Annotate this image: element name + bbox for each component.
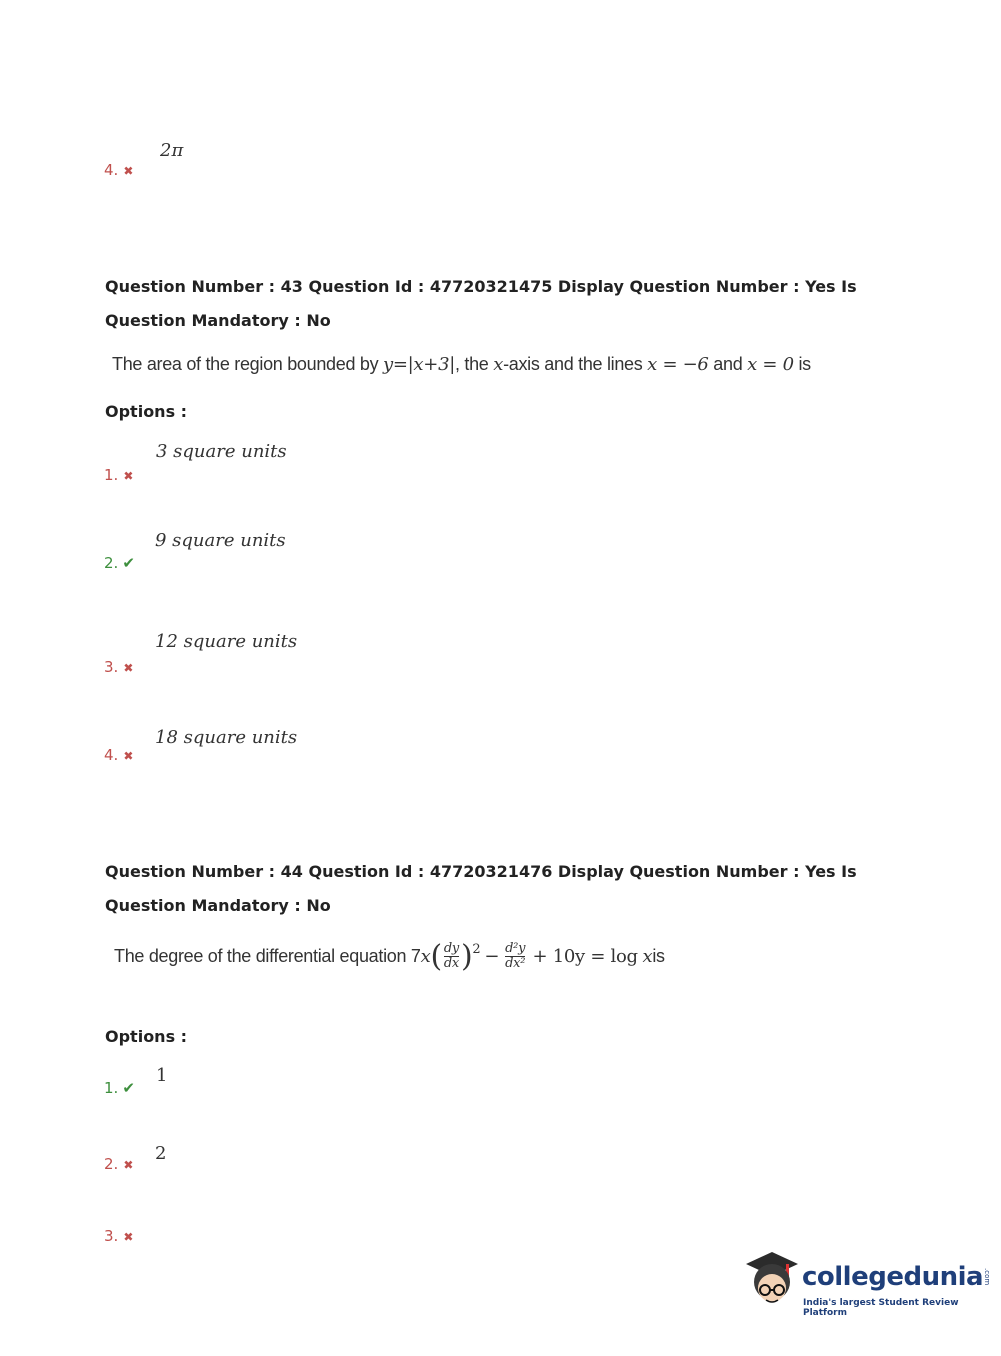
option-number: 1. [104,466,119,484]
open-paren: ( [430,938,442,974]
minus-sign: − [484,946,500,967]
option-number: 1. [104,1079,119,1097]
stem-variable: x [642,946,653,967]
q43-option-2-text: 9 square units [155,530,286,551]
stem-text: -axis and the lines [503,354,648,374]
question-44-header: Question Number : 44 Question Id : 47720321476 Display Question Number : Yes Is Question Mandatory : No [105,862,857,915]
cross-icon: ✖ [123,1158,134,1172]
prev-option-4 [104,160,133,179]
cross-icon: ✖ [123,749,134,763]
q43-option-3 [104,657,133,676]
options-label: Options : [105,1027,188,1046]
option-number: 3. [104,1227,119,1245]
options-label: Options : [105,402,188,421]
stem-text: The degree of the differential equation 7 [114,946,421,966]
fraction-numerator: dy [443,941,459,956]
close-paren: ) [460,938,473,974]
stem-text: is [793,354,811,374]
fraction-numerator: d²y [505,941,526,956]
q43-option-3-text: 12 square units [155,631,298,652]
logo-tagline: India's largest Student Review Platform [803,1298,959,1318]
fraction-denominator: dx² [505,956,526,971]
stem-equation: x = 0 [747,354,794,375]
stem-text: , the [454,354,494,374]
collegedunia-logo [802,1262,991,1292]
option-number: 4. [104,746,119,764]
option-number: 2. [104,554,119,572]
fraction-denominator: dx [443,956,459,971]
option-number: 3. [104,658,119,676]
q44-option-2 [104,1154,133,1173]
option-number: 2. [104,1155,119,1173]
logo-suffix: .com [983,1267,992,1285]
q43-option-2 [104,553,135,572]
stem-text: and [708,354,748,374]
checkmark-icon: ✔ [122,554,135,572]
checkmark-icon: ✔ [122,1079,135,1097]
fraction-dy-dx [444,942,459,971]
q44-option-2-text: 2 [155,1143,167,1164]
q44-option-1-text: 1 [156,1065,168,1086]
stem-variable: x [420,946,431,967]
stem-equation: x = −6 [647,354,709,375]
cross-icon: ✖ [123,164,134,178]
q43-option-4-text: 18 square units [155,727,298,748]
prev-option-value: 2π [160,140,184,161]
stem-equation: y=|x+3| [383,354,455,375]
stem-variable: x [493,354,504,375]
fraction-d2y-dx2 [505,942,525,971]
stem-text: is [652,946,665,966]
cross-icon: ✖ [123,661,134,675]
q43-option-4 [104,745,133,764]
question-43-stem [112,354,811,375]
q43-option-1 [104,465,133,484]
question-44-stem [114,938,665,974]
q43-option-1-text: 3 square units [156,441,287,462]
exponent: 2 [472,942,481,957]
cross-icon: ✖ [123,469,134,483]
stem-equation: + 10y = log [527,946,638,967]
q44-option-1 [104,1078,135,1097]
question-43-header: Question Number : 43 Question Id : 47720321475 Display Question Number : Yes Is Question Mandatory : No [105,277,857,330]
q44-option-3 [104,1226,133,1245]
cross-icon: ✖ [123,1230,134,1244]
logo-wordmark: collegedunia [802,1262,984,1292]
option-number: 4. [104,161,119,179]
stem-text: The area of the region bounded by [112,354,384,374]
collegedunia-mascot-icon [742,1250,802,1316]
